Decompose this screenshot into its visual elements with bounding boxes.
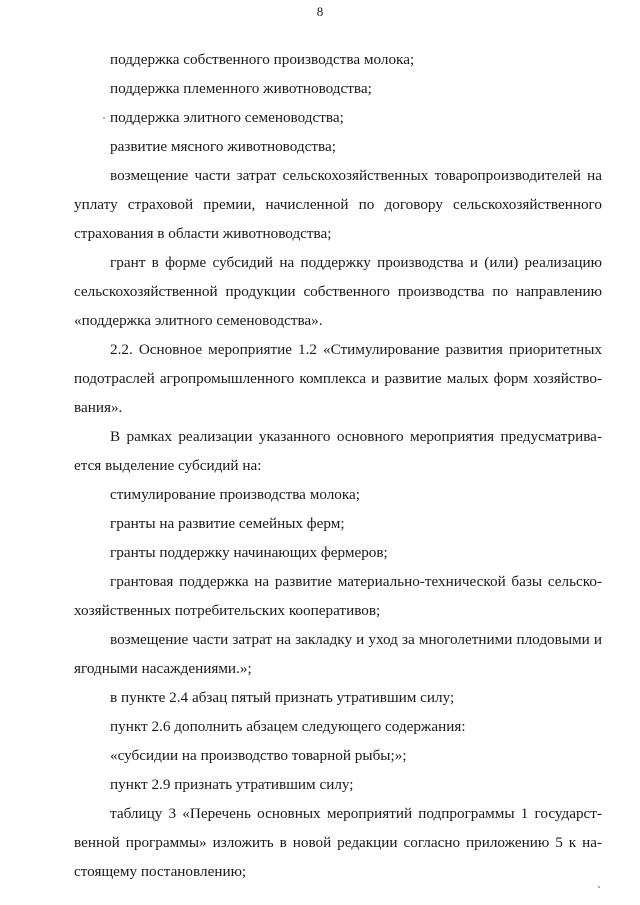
paragraph-breeding-support: поддержка племенного животноводства;	[110, 80, 372, 97]
scan-speck	[103, 117, 105, 119]
paragraph-meat-livestock: развитие мясного животноводства;	[110, 138, 336, 155]
paragraph-section-2-2: 2.2. Основное мероприятие 1.2 «Стимулирование развития приоритетных подотраслей агропромышленного комплекса и развитие малых форм хозяйствования».	[74, 341, 602, 416]
paragraph-milk-stimulation: стимулирование производства молока;	[110, 486, 361, 503]
paragraph-cooperatives: грантовая поддержка на развитие материально-технической базы сельскохозяйственных потребительских кооперативов;	[74, 573, 602, 619]
paragraph-grant-subsidy: грант в форме субсидий на поддержку производства и (или) реализацию сельскохозяйственной продукции собственного производства по направлению «поддержка элитного семеноводства».	[74, 254, 602, 329]
paragraph-subsidies-intro: В рамках реализации указанного основного мероприятия предусматривается выделение субсидий на:	[74, 428, 602, 474]
paragraph-beginning-farmers: гранты поддержку начинающих фермеров;	[110, 544, 388, 561]
paragraph-family-farms: гранты на развитие семейных ферм;	[110, 515, 345, 532]
page-number: 8	[316, 4, 324, 19]
paragraph-table-3: таблицу 3 «Перечень основных мероприятий подпрограммы 1 государственной программы» изложить в новой редакции согласно приложению 5 к настоящему постановлению;	[74, 805, 602, 880]
document-body	[74, 45, 602, 886]
paragraph-milk-support: поддержка собственного производства молока;	[110, 51, 415, 68]
paragraph-item-2-4: в пункте 2.4 абзац пятый признать утратившим силу;	[110, 689, 455, 706]
paragraph-insurance-compensation: возмещение части затрат сельскохозяйственных товаропроизводителей на уплату страховой премии, начисленной по договору сельскохозяйственного страхования в области животноводства;	[74, 167, 602, 242]
paragraph-elite-seed-support: поддержка элитного семеноводства;	[110, 109, 344, 126]
paragraph-item-2-6: пункт 2.6 дополнить абзацем следующего содержания:	[110, 718, 466, 735]
paragraph-item-2-9: пункт 2.9 признать утратившим силу;	[110, 776, 354, 793]
paragraph-orchards: возмещение части затрат на закладку и уход за многолетними плодовыми и ягодными насаждениями.»;	[74, 631, 602, 677]
paragraph-fish-subsidy: «субсидии на производство товарной рыбы;»;	[110, 747, 407, 764]
scan-speck	[598, 886, 600, 888]
